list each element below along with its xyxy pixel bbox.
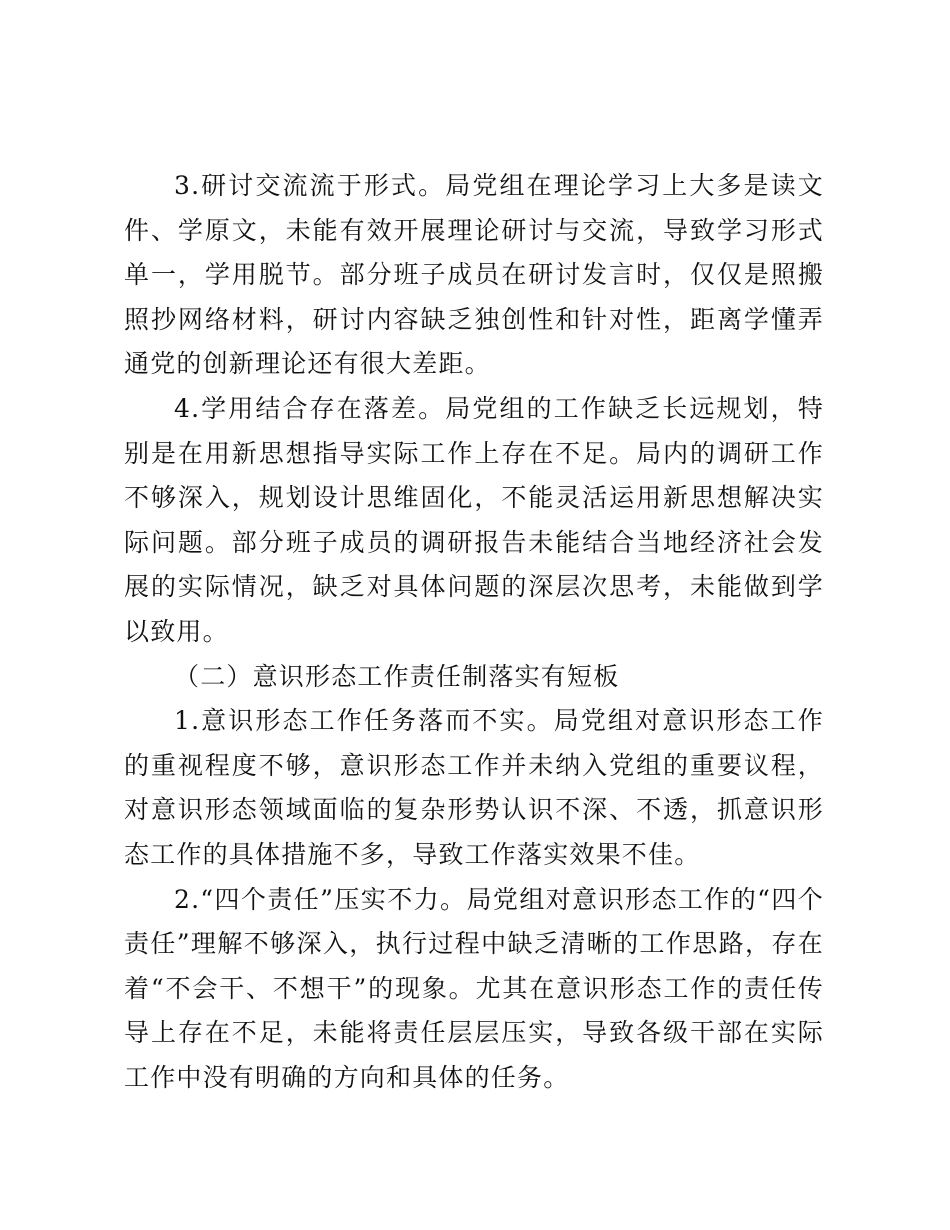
document-body — [124, 164, 824, 1100]
paragraph-2-four-responsibilities: 2.“四个责任”压实不力。局党组对意识形态工作的“四个责任”理解不够深入，执行过程中缺乏清晰的工作思路，存在着“不会干、不想干”的现象。尤其在意识形态工作的责任传导上存在不足，未能将责任层层压实，导致各级干部在实际工作中没有明确的方向和具体的任务。 — [124, 884, 824, 1092]
paragraph-4-study-application-gap: 4.学用结合存在落差。局党组的工作缺乏长远规划，特别是在用新思想指导实际工作上存在不足。局内的调研工作不够深入，规划设计思维固化，不能灵活运用新思想解决实际问题。部分班子成员的调研报告未能结合当地经济社会发展的实际情况，缺乏对具体问题的深层次思考，未能做到学以致用。 — [124, 393, 824, 646]
paragraph-3-discussion-formality: 3.研讨交流流于形式。局党组在理论学习上大多是读文件、学原文，未能有效开展理论研讨与交流，导致学习形式单一，学用脱节。部分班子成员在研讨发言时，仅仅是照搬照抄网络材料，研讨内容缺乏独创性和针对性，距离学懂弄通党的创新理论还有很大差距。 — [124, 171, 824, 379]
paragraph-1-ideology-tasks: 1.意识形态工作任务落而不实。局党组对意识形态工作的重视程度不够，意识形态工作并未纳入党组的重要议程，对意识形态领域面临的复杂形势认识不深、不透，抓意识形态工作的具体措施不多，导致工作落实效果不佳。 — [124, 706, 824, 869]
section-heading-ideology-responsibility: （二）意识形态工作责任制落实有短板 — [174, 661, 620, 691]
